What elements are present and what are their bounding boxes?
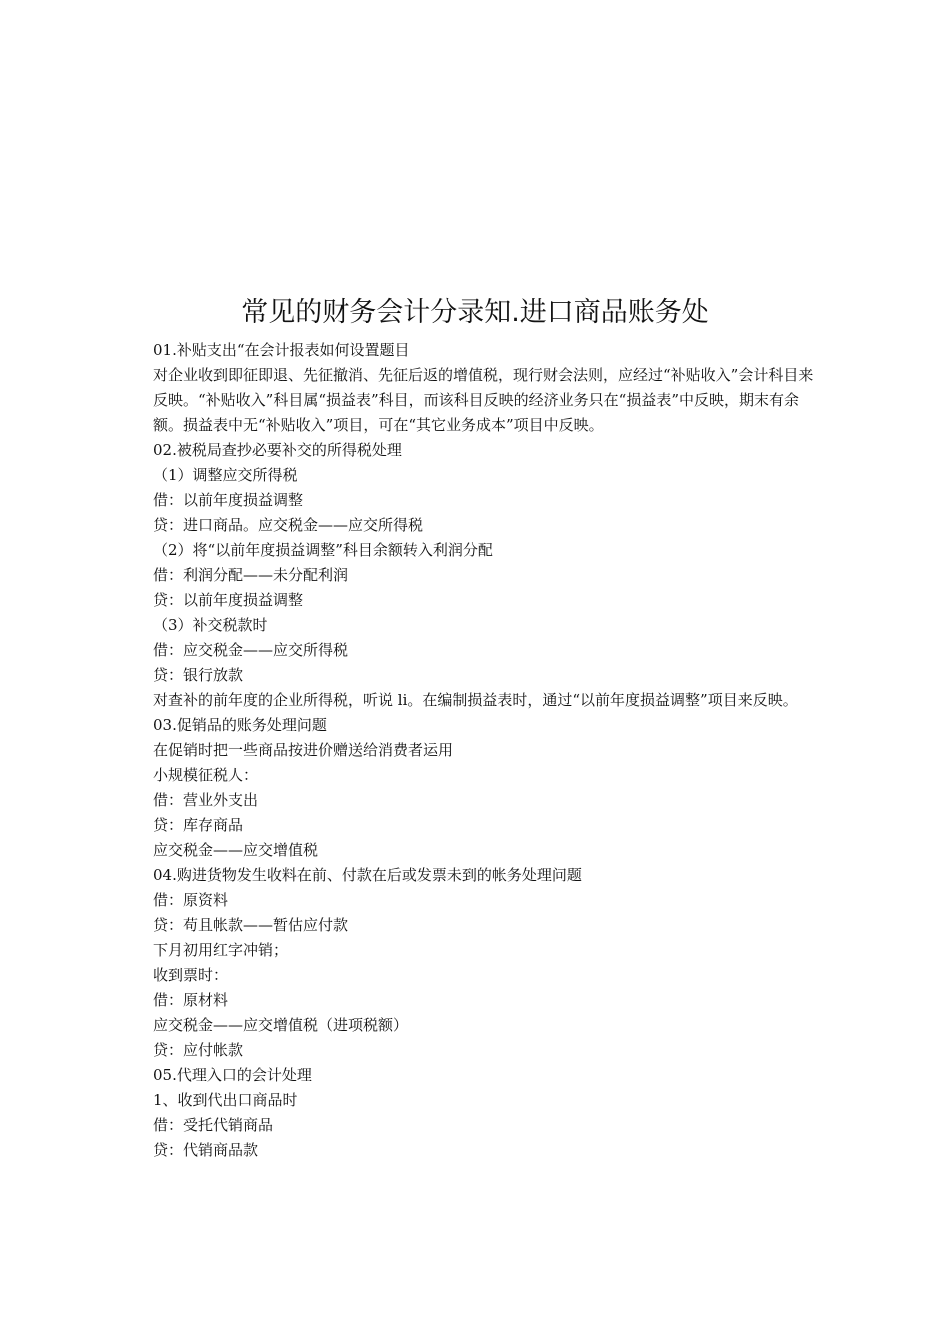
step-1: （1）调整应交所得税: [153, 466, 298, 484]
text-line: 小规模征税人：: [153, 766, 259, 784]
document-title: 常见的财务会计分录知.进口商品账务处: [241, 297, 709, 328]
credit-entry: 贷：以前年度损益调整: [153, 591, 304, 609]
text-line: 1、收到代出口商品时: [153, 1091, 298, 1109]
text-line: 下月初用红字冲销；: [153, 941, 289, 959]
text-line: 应交税金——应交增值税（进项税额）: [153, 1016, 409, 1034]
credit-entry: 贷：进口商品。应交税金——应交所得税: [153, 516, 424, 534]
document-body: [153, 338, 828, 1163]
debit-entry: 借：受托代销商品: [153, 1116, 274, 1134]
heading-04: 04.购进货物发生收料在前、付款在后或发票未到的帐务处理问题: [153, 866, 582, 884]
heading-05: 05.代理入口的会计处理: [153, 1066, 312, 1084]
credit-entry: 贷：应付帐款: [153, 1041, 244, 1059]
debit-entry: 借：营业外支出: [153, 791, 259, 809]
credit-entry: 贷：库存商品: [153, 816, 244, 834]
paragraph: 对企业收到即征即退、先征撤消、先征后返的增值税，现行财会法则，应经过“补贴收入”会计科目来反映。“补贴收入”科目属“损益表”科目，而该科目反映的经济业务只在“损益表”中反映，期末有余额。损益表中无“补贴收入”项目，可在“其它业务成本”项目中反映。: [153, 366, 814, 434]
paragraph: 对查补的前年度的企业所得税，听说 li。在编制损益表时，通过“以前年度损益调整”项目来反映。: [153, 691, 798, 709]
debit-entry: 借：原资料: [153, 891, 229, 909]
credit-entry: 贷：银行放款: [153, 666, 244, 684]
heading-03: 03.促销品的账务处理问题: [153, 716, 327, 734]
debit-entry: 借：利润分配——未分配利润: [153, 566, 349, 584]
step-2: （2）将“以前年度损益调整”科目余额转入利润分配: [153, 541, 493, 559]
text-line: 在促销时把一些商品按进价赠送给消费者运用: [153, 741, 454, 759]
step-3: （3）补交税款时: [153, 616, 268, 634]
debit-entry: 借：应交税金——应交所得税: [153, 641, 349, 659]
text-line: 应交税金——应交增值税: [153, 841, 319, 859]
debit-entry: 借：以前年度损益调整: [153, 491, 304, 509]
credit-entry: 贷：代销商品款: [153, 1141, 259, 1159]
credit-entry: 贷：苟且帐款——暂估应付款: [153, 916, 349, 934]
debit-entry: 借：原材料: [153, 991, 229, 1009]
heading-01: 01.补贴支出“在会计报表如何设置题目: [153, 341, 410, 359]
text-line: 收到票时：: [153, 966, 229, 984]
heading-02: 02.被税局查抄必要补交的所得税处理: [153, 441, 402, 459]
